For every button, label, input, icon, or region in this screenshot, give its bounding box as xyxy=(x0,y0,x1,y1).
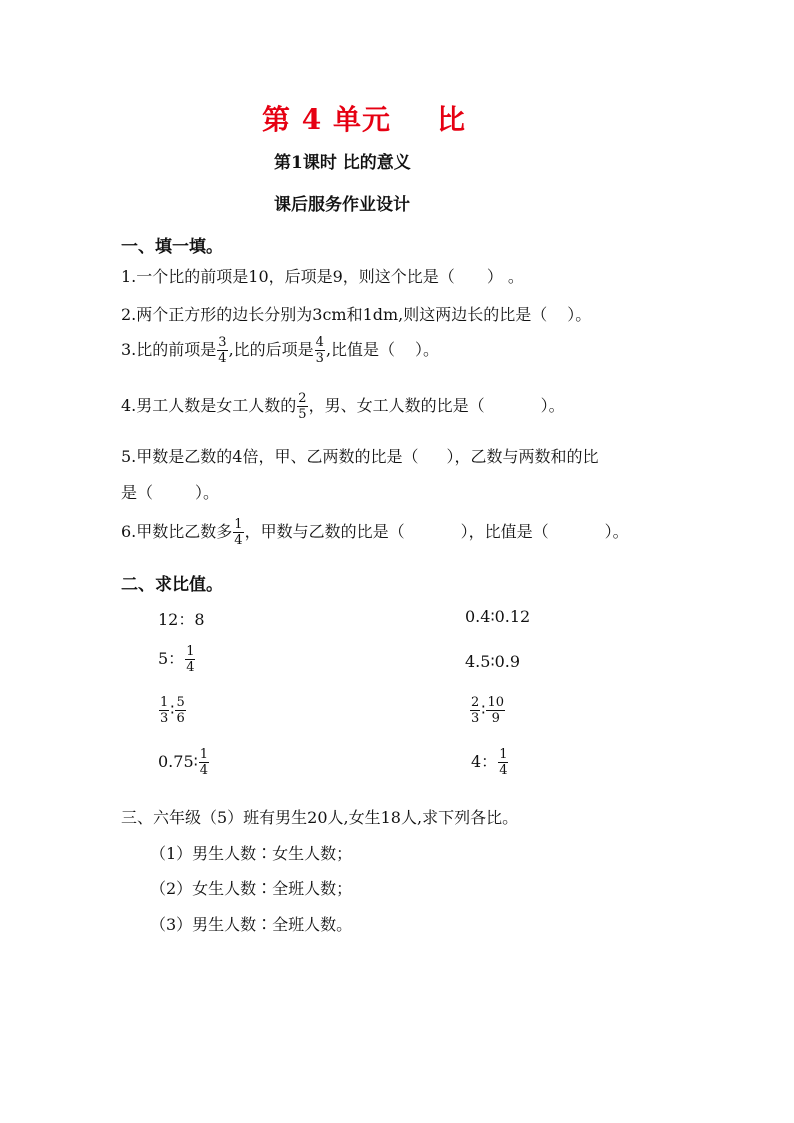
fraction: $\frac{5}{6}$ xyxy=(176,695,185,726)
unit-topic: 比 xyxy=(436,103,466,136)
section-1-title: 一、填一填。 xyxy=(121,237,223,257)
question-3: 3.比的前项是 $\frac{3}{4}$ ,比的后项是 $\frac{4}{3}$ ,比值是（ ）。 xyxy=(121,335,440,366)
section-3-item-2: （2）女生人数∶全班人数； xyxy=(150,879,353,898)
fraction: $\frac{1}{3}$ xyxy=(160,695,169,726)
question-1: 1.一个比的前项是10，后项是9，则这个比是（ ） 。 xyxy=(121,267,524,286)
ratio-4-quarter: 4： $\frac{1}{4}$ xyxy=(471,747,508,778)
ratio-5-quarter: 5： $\frac{1}{4}$ xyxy=(158,644,195,675)
ratio-two-thirds-ten-ninths: $\frac{2}{3}$ ∶ $\frac{10}{9}$ xyxy=(471,695,504,726)
section-3-item-3: （3）男生人数∶全班人数。 xyxy=(150,915,353,934)
question-5-line-1: 5.甲数是乙数的4倍，甲、乙两数的比是（ ），乙数与两数和的比 xyxy=(121,447,599,466)
fraction: $\frac{1}{4}$ xyxy=(234,517,243,548)
fraction: $\frac{2}{5}$ xyxy=(298,391,307,422)
fraction: $\frac{1}{4}$ xyxy=(186,644,195,675)
fraction: $\frac{10}{9}$ xyxy=(487,695,504,726)
unit-number: 第 4 单元 xyxy=(262,103,391,136)
ratio-0.4-0.12: 0.4∶0.12 xyxy=(465,607,531,626)
ratio-4.5-0.9: 4.5∶0.9 xyxy=(465,652,521,671)
question-5-line-2: 是（ ）。 xyxy=(121,483,220,502)
fraction: $\frac{3}{4}$ xyxy=(218,335,227,366)
question-4: 4.男工人数是女工人数的 $\frac{2}{5}$ ，男、女工人数的比是（ ）。 xyxy=(121,391,565,422)
unit-title xyxy=(262,98,466,138)
section-2-title: 二、求比值。 xyxy=(121,575,223,595)
ratio-12-8: 12：8 xyxy=(158,610,205,629)
fraction: $\frac{1}{4}$ xyxy=(199,747,209,778)
ratio-0.75-quarter: 0.75∶ $\frac{1}{4}$ xyxy=(158,747,209,778)
fraction: $\frac{2}{3}$ xyxy=(471,695,480,726)
fraction: $\frac{1}{4}$ xyxy=(499,747,508,778)
question-2: 2.两个正方形的边长分别为3cm和1dm,则这两边长的比是（ ）。 xyxy=(121,305,592,324)
section-3-item-1: （1）男生人数∶女生人数； xyxy=(150,844,353,863)
lesson-title: 第1课时 比的意义 xyxy=(274,153,411,173)
section-3-title: 三、六年级（5）班有男生20人,女生18人,求下列各比。 xyxy=(121,808,519,827)
page-subtitle: 课后服务作业设计 xyxy=(274,195,410,215)
fraction: $\frac{4}{3}$ xyxy=(315,335,324,366)
question-6: 6.甲数比乙数多 $\frac{1}{4}$ ，甲数与乙数的比是（ ），比值是（ ）。 xyxy=(121,517,629,548)
ratio-third-five-sixths: $\frac{1}{3}$ ∶ $\frac{5}{6}$ xyxy=(160,695,185,726)
